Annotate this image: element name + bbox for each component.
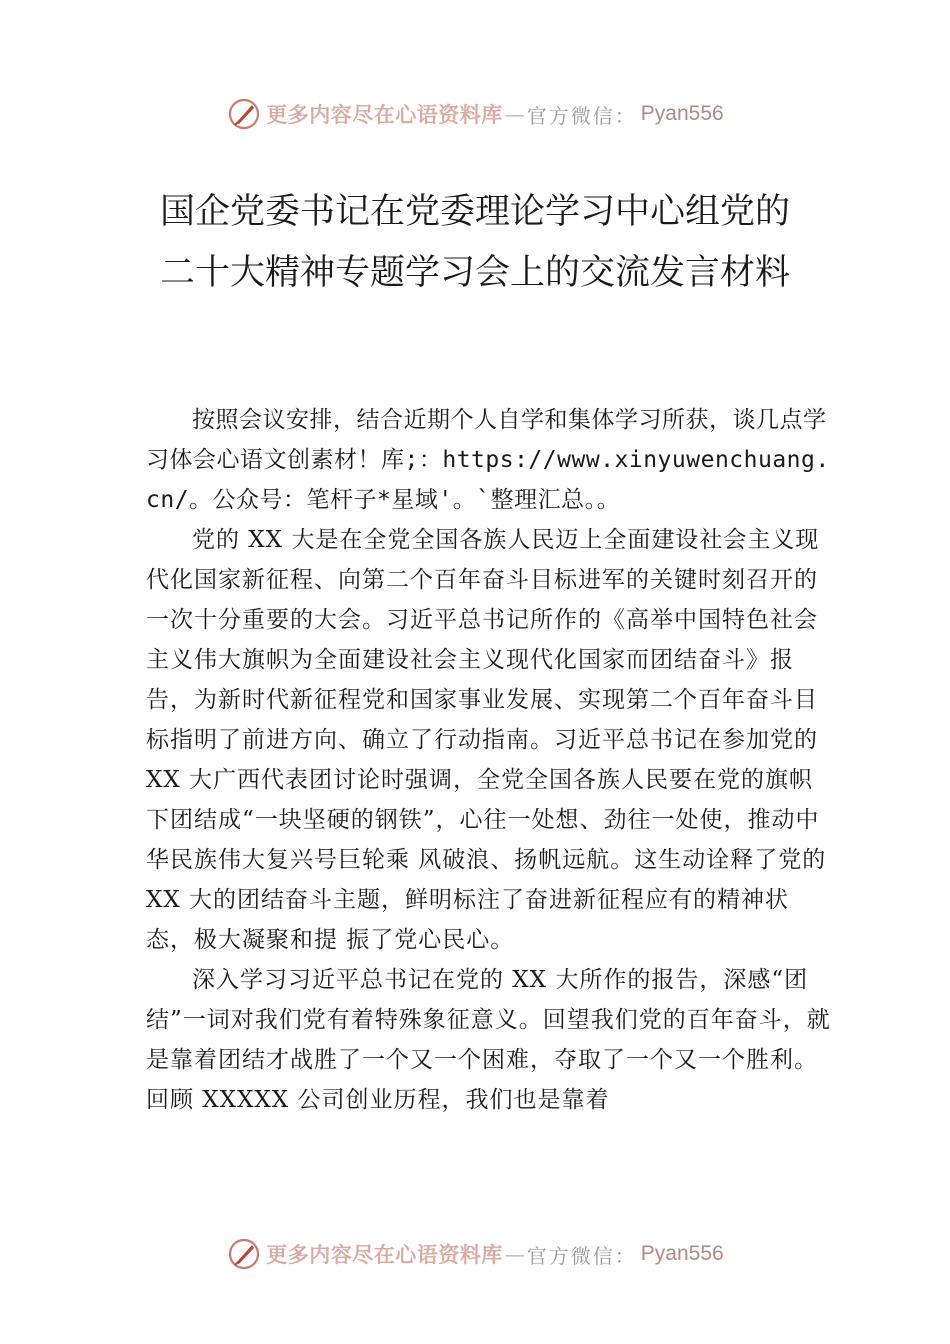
watermark-wechat-label: 官方微信： — [526, 1243, 637, 1268]
footer-watermark-banner — [0, 1232, 950, 1276]
watermark-wechat-label: 官方微信： — [526, 103, 637, 128]
header-watermark-banner — [0, 92, 950, 136]
quill-pen-icon — [226, 1236, 262, 1272]
paragraph-2: 党的 XX 大是在全党全国各族人民迈上全面建设社会主义现代化国家新征程、向第二个百年奋斗目标进军的关键时刻召开的一次十分重要的大会。习近平总书记所作的《高举中国特色社会主义伟大旗帜为全面建设社会主义现代化国家而团结奋斗》报告，为新时代新征程党和国家事业发展、实现第二个百年奋斗目标指明了前进方向、确立了行动指南。习近平总书记在参加党的 XX 大广西代表团讨论时强调，全党全国各族人民要在党的旗帜下团结成“一块坚硬的钢铁”，心往一处想、劲往一处使，推动中华民族伟大复兴号巨轮乘 风破浪、扬帆远航。这生动诠释了党的 XX 大的团结奋斗主题，鲜明标注了奋进新征程应有的精神状态，极大凝聚和提 振了党心民心。 — [146, 527, 827, 953]
watermark-dash: — — [504, 1242, 525, 1266]
quill-pen-icon — [226, 96, 262, 132]
watermark-brand: 更多内容尽在心语资料库 — [266, 102, 503, 127]
document-body — [146, 400, 836, 1120]
paragraph-1: 按照会议安排，结合近期个人自学和集体学习所获，谈几点学习体会心语文创素材！库;：https://www.xinyuwenchuang.cn/。公众号：笔杆子*星域'。`整理汇总。。 — [146, 407, 830, 513]
watermark-dash: — — [504, 102, 525, 126]
paragraph-3: 深入学习习近平总书记在党的 XX 大所作的报告，深感“团结”一词对我们党有着特殊象征意义。回望我们党的百年奋斗，就是靠着团结才战胜了一个又一个困难，夺取了一个又一个胜利。回顾 XXXXX 公司创业历程，我们也是靠着 — [146, 967, 831, 1113]
watermark-wechat-id: Pyan556 — [640, 1242, 724, 1265]
watermark-brand: 更多内容尽在心语资料库 — [266, 1242, 503, 1267]
document-title: 国企党委书记在党委理论学习中心组党的二十大精神专题学习会上的交流发言材料 — [160, 192, 791, 293]
watermark-wechat-id: Pyan556 — [640, 102, 724, 125]
